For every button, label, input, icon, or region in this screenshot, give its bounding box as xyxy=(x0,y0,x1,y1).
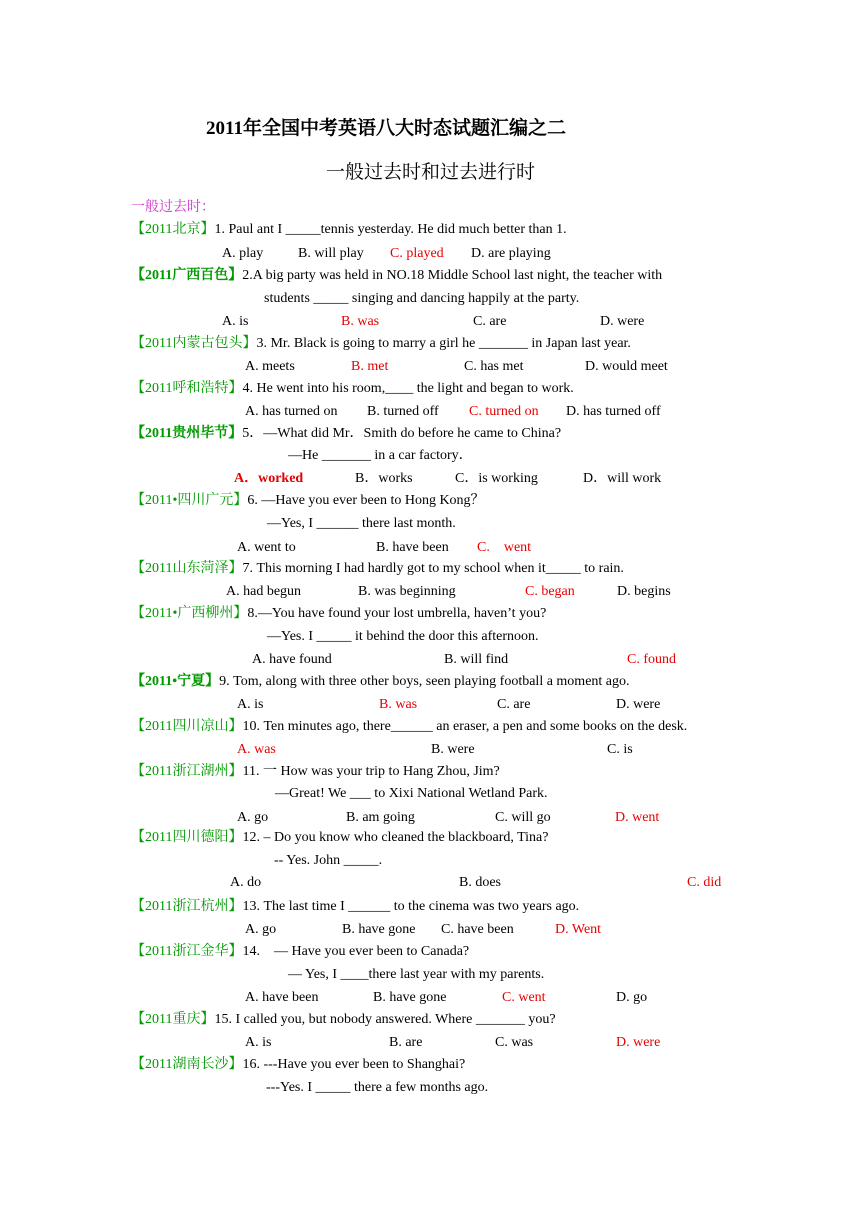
question-text: 8.—You have found your lost umbrella, haven’t you? xyxy=(247,606,547,621)
option-a-answer: A. was xyxy=(237,742,276,757)
question-source-tag: 【2011山东菏泽】 xyxy=(131,561,243,576)
section-label: 一般过去时： xyxy=(131,200,215,215)
question-16 xyxy=(131,1057,465,1073)
question-source-tag: 【2011•宁夏】 xyxy=(131,674,220,689)
question-text: 14. — Have you ever been to Canada? xyxy=(242,944,470,959)
option-c: C. have been xyxy=(441,922,514,937)
question-text: 12. – Do you know who cleaned the blackboard, Tina? xyxy=(242,830,549,845)
option-c: C．is working xyxy=(455,471,538,486)
option-b: B. turned off xyxy=(367,404,439,419)
question-6-line-2: —Yes, I ______ there last month. xyxy=(267,516,456,531)
question-8 xyxy=(131,606,546,622)
question-1 xyxy=(131,222,567,238)
question-text: 13. The last time I ______ to the cinema was two years ago. xyxy=(242,899,580,914)
page-subtitle: 一般过去时和过去进行时 xyxy=(326,162,536,183)
question-text: 9. Tom, along with three other boys, seen playing football a moment ago. xyxy=(219,674,630,689)
question-source-tag: 【2011四川凉山】 xyxy=(131,719,243,734)
question-text: 2.A big party was held in NO.18 Middle School last night, the teacher with xyxy=(242,268,663,283)
option-a: A. do xyxy=(230,875,262,890)
question-11 xyxy=(131,764,500,780)
option-c: C. was xyxy=(495,1035,534,1050)
question-source-tag: 【2011呼和浩特】 xyxy=(131,381,243,396)
option-d-answer: D. Went xyxy=(555,922,602,937)
option-c: C. has met xyxy=(464,359,524,374)
question-12-line-2: -- Yes. John _____. xyxy=(274,853,383,868)
option-d-answer: D. were xyxy=(616,1035,661,1050)
option-a: A. is xyxy=(245,1035,272,1050)
option-b-answer: B. was xyxy=(379,697,418,712)
option-c-answer: C. turned on xyxy=(469,404,539,419)
option-a: A. meets xyxy=(245,359,295,374)
option-a: A. go xyxy=(245,922,277,937)
option-a: A. has turned on xyxy=(245,404,338,419)
option-b: B. have gone xyxy=(342,922,416,937)
option-d: D. begins xyxy=(617,584,671,599)
option-c-answer: C. did xyxy=(687,875,722,890)
option-a-answer: A．worked xyxy=(234,471,304,486)
option-b: B. are xyxy=(389,1035,423,1050)
option-a: A. have been xyxy=(245,990,319,1005)
question-source-tag: 【2011贵州毕节】 xyxy=(131,426,243,441)
option-d: D. were xyxy=(616,697,661,712)
option-d: D. were xyxy=(600,314,645,329)
question-15 xyxy=(131,1012,556,1028)
option-d: D. has turned off xyxy=(566,404,661,419)
option-c-answer: C. went xyxy=(502,990,546,1005)
page-title: 2011年全国中考英语八大时态试题汇编之二 xyxy=(206,118,566,139)
option-b-answer: B. was xyxy=(341,314,380,329)
option-b: B. will find xyxy=(444,652,509,667)
option-d: D. are playing xyxy=(471,246,551,261)
question-text: 15. I called you, but nobody answered. Where _______ you? xyxy=(214,1012,556,1027)
question-text: 7. This morning I had hardly got to my school when it_____ to rain. xyxy=(242,561,624,576)
question-source-tag: 【2011湖南长沙】 xyxy=(131,1057,243,1072)
option-a: A. is xyxy=(237,697,264,712)
option-b: B. have gone xyxy=(373,990,447,1005)
option-c: C. will go xyxy=(495,810,551,825)
option-d-answer: D. went xyxy=(615,810,660,825)
question-text: 6. —Have you ever been to Hong Kong？ xyxy=(247,493,485,508)
question-8-line-2: —Yes. I _____ it behind the door this afternoon. xyxy=(267,629,539,644)
question-2 xyxy=(131,268,662,284)
option-a: A. have found xyxy=(252,652,332,667)
option-d: D. would meet xyxy=(585,359,668,374)
question-source-tag: 【2011浙江杭州】 xyxy=(131,899,243,914)
option-c-answer: C. found xyxy=(627,652,676,667)
option-b: B. does xyxy=(459,875,501,890)
option-a: A. play xyxy=(222,246,264,261)
option-a: A. go xyxy=(237,810,269,825)
option-c-answer: C. went xyxy=(477,540,532,555)
option-c: C. are xyxy=(497,697,531,712)
question-14 xyxy=(131,944,469,960)
question-text: 10. Ten minutes ago, there______ an eraser, a pen and some books on the desk. xyxy=(242,719,688,734)
question-2-line-2: students _____ singing and dancing happily at the party. xyxy=(264,291,580,306)
question-9 xyxy=(131,674,630,690)
question-source-tag: 【2011四川德阳】 xyxy=(131,830,243,845)
question-11-line-2: —Great! We ___ to Xixi National Wetland Park. xyxy=(275,786,548,801)
question-source-tag: 【2011•四川广元】 xyxy=(131,493,248,508)
question-source-tag: 【2011内蒙古包头】 xyxy=(131,336,257,351)
question-10 xyxy=(131,719,687,735)
question-source-tag: 【2011浙江湖州】 xyxy=(131,764,243,779)
question-5 xyxy=(131,426,561,442)
question-text: 11. 一 How was your trip to Hang Zhou, Jim? xyxy=(242,764,500,779)
option-d: D．will work xyxy=(583,471,662,486)
question-16-line-2: ---Yes. I _____ there a few months ago. xyxy=(266,1080,489,1095)
question-3 xyxy=(131,336,631,352)
option-a: A. went to xyxy=(237,540,296,555)
option-b-answer: B. met xyxy=(351,359,389,374)
question-text: 3. Mr. Black is going to marry a girl he _______ in Japan last year. xyxy=(256,336,631,351)
option-b: B. was beginning xyxy=(358,584,456,599)
option-b: B. will play xyxy=(298,246,364,261)
question-5-line-2: —He _______ in a car factory． xyxy=(288,448,473,463)
option-a: A. had begun xyxy=(226,584,302,599)
question-source-tag: 【2011重庆】 xyxy=(131,1012,215,1027)
option-b: B．works xyxy=(355,471,413,486)
question-6 xyxy=(131,493,485,509)
question-14-line-2: — Yes, I ____there last year with my parents. xyxy=(288,967,545,982)
question-4 xyxy=(131,381,574,397)
question-source-tag: 【2011北京】 xyxy=(131,222,215,237)
question-12 xyxy=(131,830,548,846)
option-c: C. is xyxy=(607,742,633,757)
option-c-answer: C. began xyxy=(525,584,575,599)
option-a: A. is xyxy=(222,314,249,329)
option-b: B. were xyxy=(431,742,475,757)
question-source-tag: 【2011浙江金华】 xyxy=(131,944,243,959)
question-text: 5．—What did Mr．Smith do before he came to China? xyxy=(242,426,562,441)
question-7 xyxy=(131,561,624,577)
option-b: B. am going xyxy=(346,810,415,825)
option-d: D. go xyxy=(616,990,648,1005)
question-13 xyxy=(131,899,579,915)
question-text: 1. Paul ant I _____tennis yesterday. He did much better than 1. xyxy=(214,222,567,237)
question-text: 16. ---Have you ever been to Shanghai? xyxy=(242,1057,466,1072)
option-c-answer: C. played xyxy=(390,246,444,261)
option-b: B. have been xyxy=(376,540,449,555)
question-text: 4. He went into his room,____ the light and began to work. xyxy=(242,381,574,396)
option-c: C. are xyxy=(473,314,507,329)
question-source-tag: 【2011广西百色】 xyxy=(131,268,243,283)
question-source-tag: 【2011•广西柳州】 xyxy=(131,606,248,621)
